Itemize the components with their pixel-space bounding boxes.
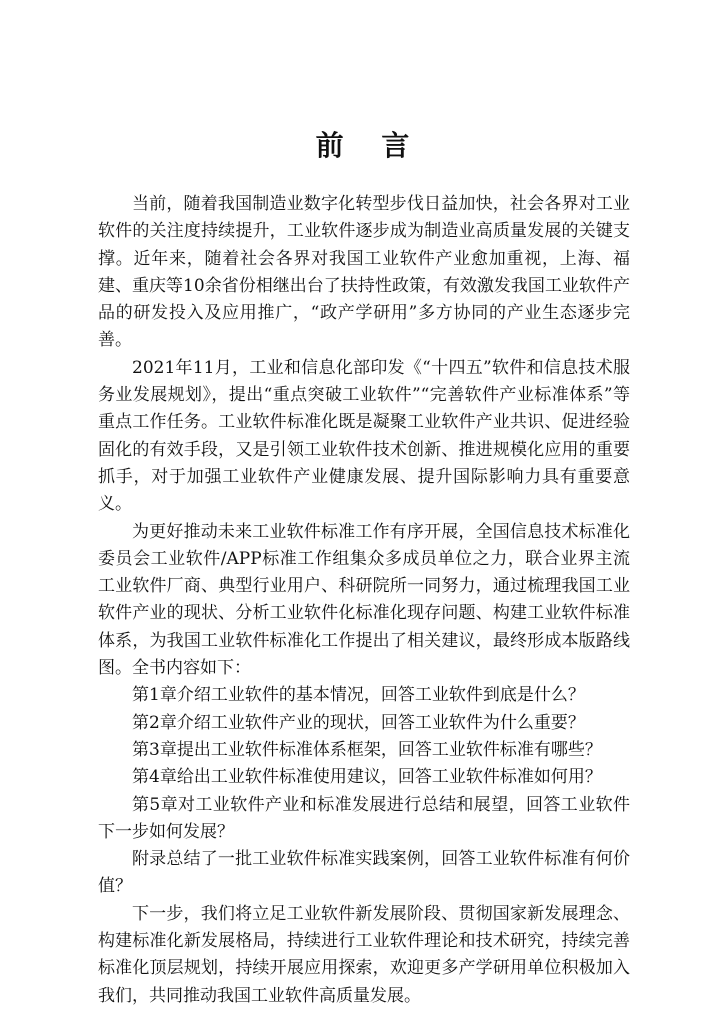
paragraph-intro: 当前，随着我国制造业数字化转型步伐日益加快，社会各界对工业软件的关注度持续提升，工业软件逐步成为制造业高质量发展的关键支撑。近年来，随着社会各界对我国工业软件产业愈加重视，上海、福建、重庆等10余省份相继出台了扶持性政策，有效激发我国工业软件产品的研发投入及应用推广，“政产学研用”多方协同的产业生态逐步完善。: [98, 194, 630, 351]
preface-body: [98, 191, 630, 1010]
chapter-5-summary: 第5章对工业软件产业和标准发展进行总结和展望，回答工业软件下一步如何发展？: [98, 794, 630, 842]
appendix-summary: 附录总结了一批工业软件标准实践案例，回答工业软件标准有何价值？: [98, 849, 630, 897]
chapter-3-summary: 第3章提出工业软件标准体系框架，回答工业软件标准有哪些？: [132, 739, 602, 760]
chapter-2-summary: 第2章介绍工业软件产业的现状，回答工业软件为什么重要？: [132, 712, 585, 733]
chapter-4-summary: 第4章给出工业软件标准使用建议，回答工业软件标准如何用？: [132, 767, 602, 788]
paragraph-purpose: 为更好推动未来工业软件标准工作有序开展，全国信息技术标准化委员会工业软件/APP标准工作组集众多成员单位之力，联合业界主流工业软件厂商、典型行业用户、科研院所一同努力，通过梳理我国工业软件产业的现状、分析工业软件化标准化现存问题、构建工业软件标准体系，为我国工业软件标准化工作提出了相关建议，最终形成本版路线图。全书内容如下：: [98, 521, 630, 679]
page-title: 前 言: [315, 129, 424, 162]
paragraph-closing: 下一步，我们将立足工业软件新发展阶段、贯彻国家新发展理念、构建标准化新发展格局，持续进行工业软件理论和技术研究，持续完善标准化顶层规划，持续开展应用探索，欢迎更多产学研用单位积极加入我们，共同推动我国工业软件高质量发展。: [98, 903, 630, 1006]
chapter-1-summary: 第1章介绍工业软件的基本情况，回答工业软件到底是什么？: [132, 685, 585, 706]
paragraph-policy: 2021年11月，工业和信息化部印发《“十四五”软件和信息技术服务业发展规划》，提出“重点突破工业软件”“完善软件产业标准体系”等重点工作任务。工业软件标准化既是凝聚工业软件产业共识、促进经验固化的有效手段，又是引领工业软件技术创新、推进规模化应用的重要抓手，对于加强工业软件产业健康发展、提升国际影响力具有重要意义。: [98, 357, 630, 515]
